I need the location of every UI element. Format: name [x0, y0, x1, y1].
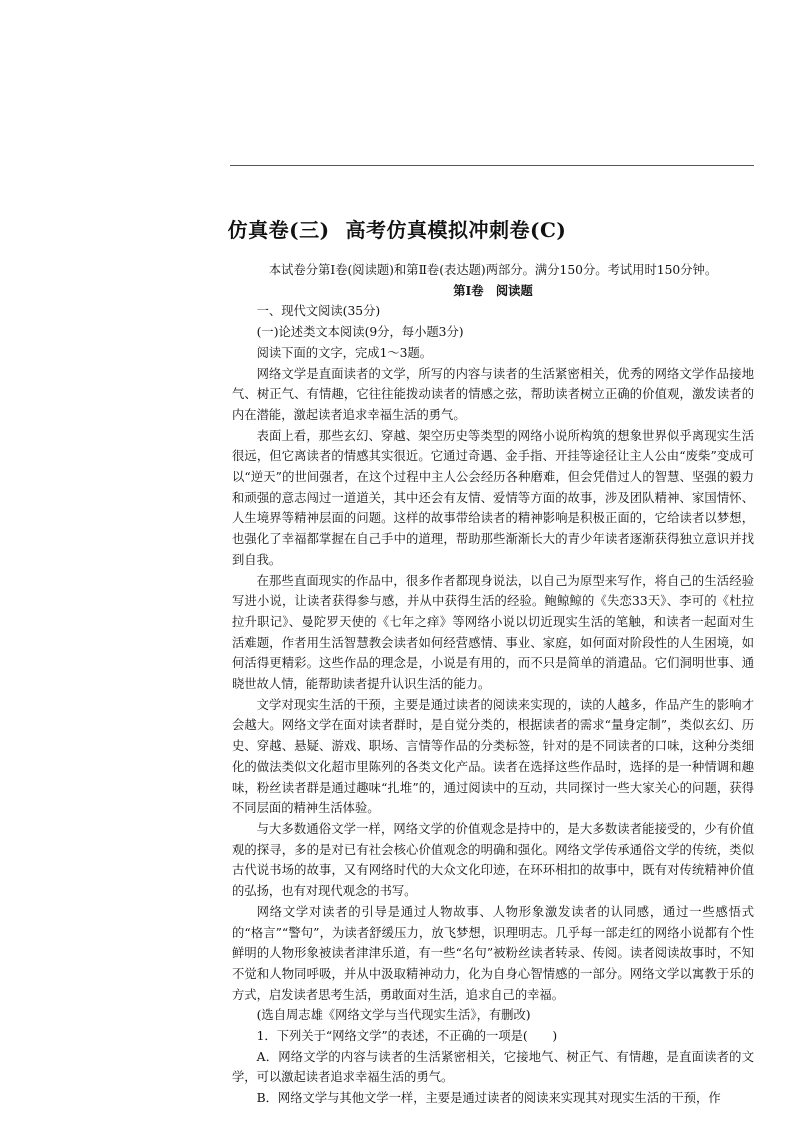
instruction: 阅读下面的文字，完成1～3题。	[256, 345, 433, 360]
header-rule	[230, 165, 754, 166]
exam-intro: 本试卷分第Ⅰ卷(阅读题)和第Ⅱ卷(表达题)两部分。满分150分。考试用时150分钟。	[268, 263, 718, 277]
title-part2: 高考仿真模拟冲刺卷(C)	[345, 218, 567, 242]
page-title	[0, 214, 794, 243]
title-part1: 仿真卷(三)	[227, 218, 330, 242]
section-title: 第Ⅰ卷 阅读题	[453, 282, 533, 298]
passage-paragraph: 文学对现实生活的干预，主要是通过读者的阅读来实现的，读的人越多，作品产生的影响才会越大。网络文学在面对读者群时，是自觉分类的，根据读者的需求“量身定制”，类似玄幻、历史、穿越、悬疑、游戏、职场、言情等作品的分类标签，针对的是不同读者的口味，这种分类细化的做法类似文化超市里陈列的各类文化产品。读者在选择这些作品时，选择的是一种情调和趣味，粉丝读者群是通过趣味“扎堆”的，通过阅读中的互动，共同探讨一些大家关心的问题，获得不同层面的精神生活体验。	[232, 697, 754, 816]
part-heading: 一、现代文阅读(35分)	[256, 304, 381, 319]
passage-paragraph: 网络文学是直面读者的文学，所写的内容与读者的生活紧密相关，优秀的网络文学作品接地气、树正气、有情趣，它往往能拨动读者的情感之弦，帮助读者树立正确的价值观，激发读者的内在潜能，激起读者追求幸福生活的勇气。	[232, 366, 754, 422]
passage-paragraph: 在那些直面现实的作品中，很多作者都现身说法，以自己为原型来写作，将自己的生活经验写进小说，让读者获得参与感，并从中获得生活的经验。鲍鲸鲸的《失恋33天》、李可的《杜拉拉升职记》、曼陀罗天使的《七年之痒》等网络小说以切近现实生活的笔触，和读者一起面对生活难题，作者用生活智慧教会读者如何经营感情、事业、家庭，如何面对阶段性的人生困境，如何活得更精彩。这些作品的理念是，小说是有用的，而不只是简单的消遣品。它们洞明世事、通晓世故人情，能帮助读者提升认识生活的能力。	[232, 573, 754, 692]
question-1-option-b: B．网络文学与其他文学一样，主要是通过读者的阅读来实现其对现实生活的干预，作	[256, 1091, 721, 1106]
question-1-stem: 1．下列关于“网络文学”的表述，不正确的一项是( )	[256, 1029, 558, 1044]
passage-paragraph: 表面上看，那些玄幻、穿越、架空历史等类型的网络小说所构筑的想象世界似乎离现实生活很远，但它离读者的情感其实很近。它通过奇遇、金手指、开挂等途径让主人公由“废柴”变成可以“逆天”的世间强者，在这个过程中主人公会经历各种磨难，但会凭借过人的智慧、坚强的毅力和顽强的意志闯过一道道关，其中还会有友情、爱情等方面的故事，涉及团队精神、家国情怀、人生境界等精神层面的问题。这样的故事带给读者的精神影响是积极正面的，它给读者以梦想，也强化了幸福都掌握在自己手中的道理，帮助那些渐渐长大的青少年读者逐渐获得独立意识并找到自我。	[232, 428, 754, 567]
passage-paragraph: 网络文学对读者的引导是通过人物故事、人物形象激发读者的认同感，通过一些感悟式的“格言”“警句”，为读者舒缓压力，放飞梦想，识理明志。几乎每一部走红的网络小说都有个性鲜明的人物形象被读者津津乐道，有一些“名句”被粉丝读者转录、传阅。读者阅读故事时，不知不觉和人物同呼吸，并从中汲取精神动力，化为自身心智情感的一部分。网络文学以寓教于乐的方式，启发读者思考生活，勇敢面对生活，追求自己的幸福。	[232, 904, 754, 1002]
subsection-heading: (一)论述类文本阅读(9分，每小题3分)	[256, 325, 464, 340]
question-1-option-a: A．网络文学的内容与读者的生活紧密相关，它接地气、树正气、有情趣，是直面读者的文学，可以激起读者追求幸福生活的勇气。	[232, 1049, 754, 1085]
document-body	[232, 260, 754, 1109]
source-citation: (选自周志雄《网络文学与当代现实生活》，有删改)	[256, 1008, 531, 1023]
passage-paragraph: 与大多数通俗文学一样，网络文学的价值观念是持中的，是大多数读者能接受的，少有价值观的探寻，多的是对已有社会核心价值观念的明确和强化。网络文学传承通俗文学的传统，类似古代说书场的故事，又有网络时代的大众文化印迹，在环环相扣的故事中，既有对传统精神价值的弘扬，也有对现代观念的书写。	[232, 821, 754, 899]
